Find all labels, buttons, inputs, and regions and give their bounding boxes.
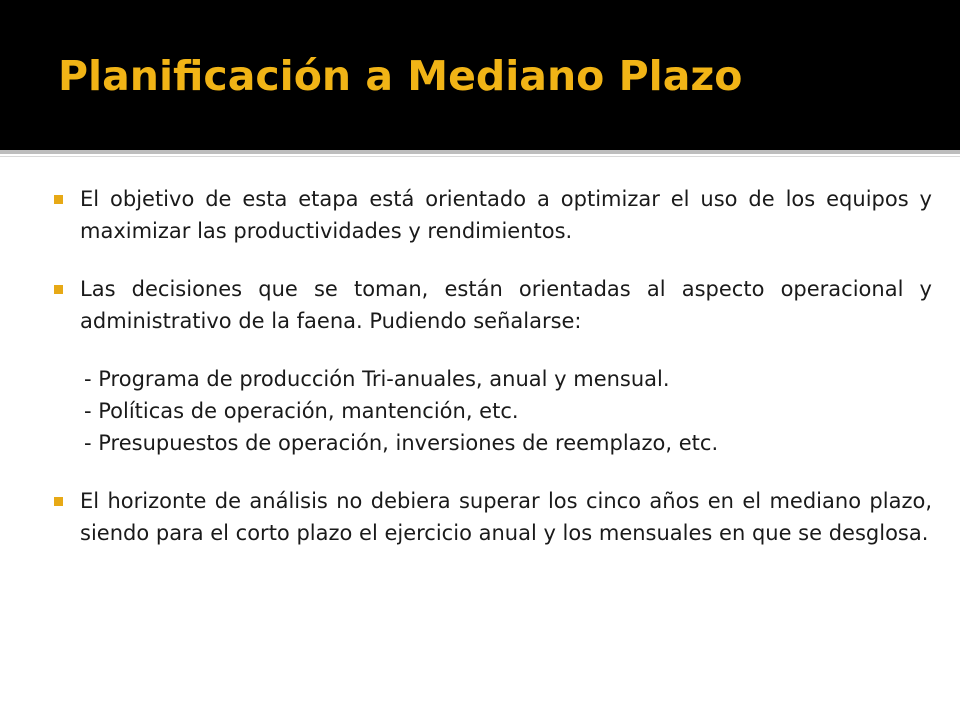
square-bullet-icon — [54, 497, 63, 506]
slide-title: Planificación a Mediano Plazo — [58, 52, 743, 100]
title-divider-line — [0, 156, 960, 157]
sub-item: - Programa de producción Tri-anuales, anual y mensual. — [84, 367, 670, 391]
bullet-item — [52, 273, 932, 337]
bullet-item — [52, 183, 932, 247]
sub-item: - Políticas de operación, mantención, etc. — [84, 399, 519, 423]
bullet-text: Las decisiones que se toman, están orientadas al aspecto operacional y administrativo de la faena. Pudiendo señalarse: — [80, 277, 932, 333]
sub-item: - Presupuestos de operación, inversiones de reemplazo, etc. — [84, 431, 719, 455]
title-divider — [0, 150, 960, 154]
spacer — [52, 247, 932, 273]
bullet-item — [52, 485, 932, 549]
bullet-text: El horizonte de análisis no debiera superar los cinco años en el mediano plazo, siendo para el corto plazo el ejercicio anual y los mensuales en que se desglosa. — [80, 489, 932, 545]
square-bullet-icon — [54, 195, 63, 204]
square-bullet-icon — [54, 285, 63, 294]
bullet-text: El objetivo de esta etapa está orientado a optimizar el uso de los equipos y maximizar las productividades y rendimientos. — [80, 187, 932, 243]
slide-body — [52, 183, 932, 549]
spacer — [52, 459, 932, 485]
